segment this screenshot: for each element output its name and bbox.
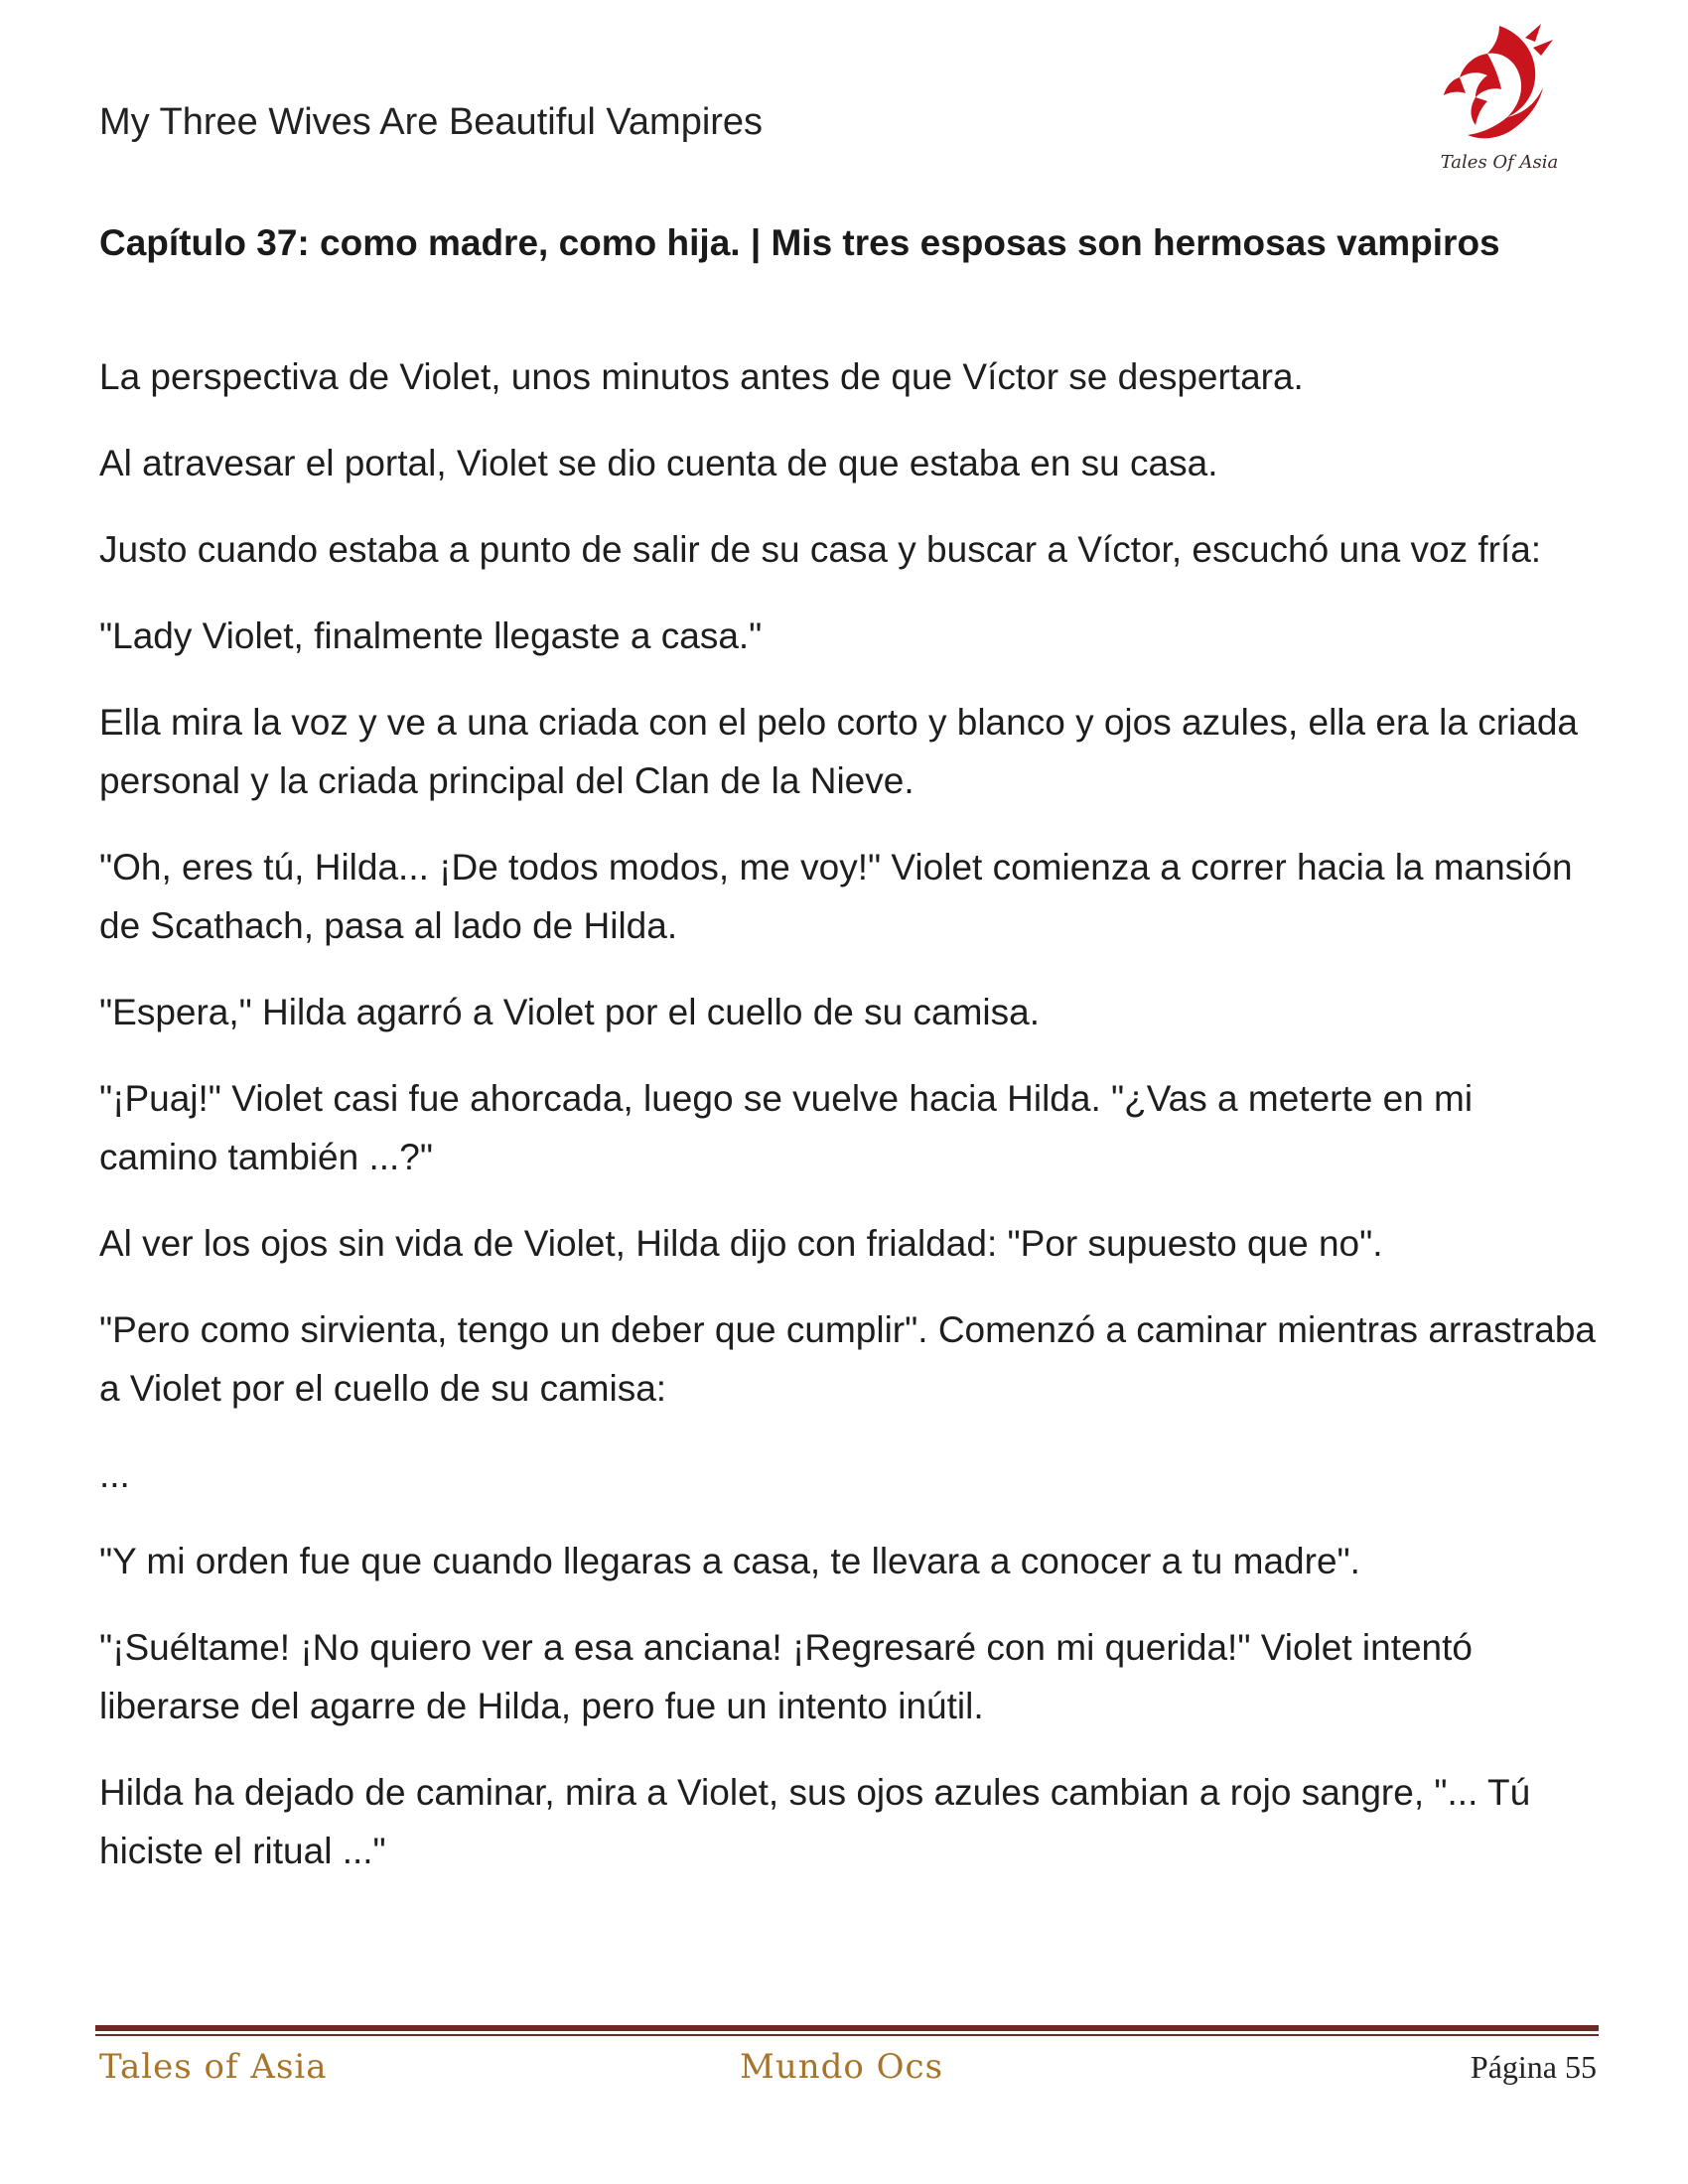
red-dragon-icon [1430,18,1569,157]
paragraph: Ella mira la voz y ve a una criada con el pelo corto y blanco y ojos azules, ella era la criada personal y la criada principal del Clan de la Nieve. [99,702,1578,801]
paragraph: "¡Puaj!" Violet casi fue ahorcada, luego se vuelve hacia Hilda. "¿Vas a meterte en mi camino también ...?" [99,1078,1474,1177]
footer-divider [95,2025,1599,2036]
paragraph: "Espera," Hilda agarró a Violet por el cuello de su camisa. [99,992,1040,1032]
paragraph: Al ver los ojos sin vida de Violet, Hilda dijo con frialdad: "Por supuesto que no". [99,1223,1383,1264]
paragraph: Hilda ha dejado de caminar, mira a Violet, sus ojos azules cambian a rojo sangre, "... Tú hiciste el ritual ..." [99,1772,1531,1871]
paragraph: Al atravesar el portal, Violet se dio cuenta de que estaba en su casa. [99,443,1218,483]
logo-text: Tales Of Asia [1440,152,1559,173]
paragraph: "Pero como sirvienta, tengo un deber que cumplir". Comenzó a caminar mientras arrastraba a Violet por el cuello de su camisa: [99,1309,1596,1409]
paragraph: "Y mi orden fue que cuando llegaras a casa, te llevara a conocer a tu madre". [99,1541,1360,1581]
paragraph: Justo cuando estaba a punto de salir de su casa y buscar a Víctor, escuchó una voz fría: [99,529,1542,570]
paragraph: "Oh, eres tú, Hilda... ¡De todos modos, me voy!" Violet comienza a correr hacia la mansión de Scathach, pasa al lado de Hilda. [99,847,1573,946]
book-title: My Three Wives Are Beautiful Vampires [99,101,764,143]
paragraph: La perspectiva de Violet, unos minutos antes de que Víctor se despertara. [99,356,1304,397]
paragraph: "¡Suéltame! ¡No quiero ver a esa anciana! ¡Regresaré con mi querida!" Violet intentó liberarse del agarre de Hilda, pero fue un intento inútil. [99,1627,1473,1726]
paragraph: ... [99,1454,130,1495]
chapter-body [99,347,1599,1908]
footer-section-name: Mundo Ocs [740,2047,944,2087]
tales-of-asia-logo [1430,18,1569,182]
page-number: Página 55 [1470,2049,1597,2085]
chapter-title: Capítulo 37: como madre, como hija. | Mis tres esposas son hermosas vampiros [99,222,1500,263]
paragraph: "Lady Violet, finalmente llegaste a casa." [99,615,763,656]
footer-site-name: Tales of Asia [99,2047,328,2087]
